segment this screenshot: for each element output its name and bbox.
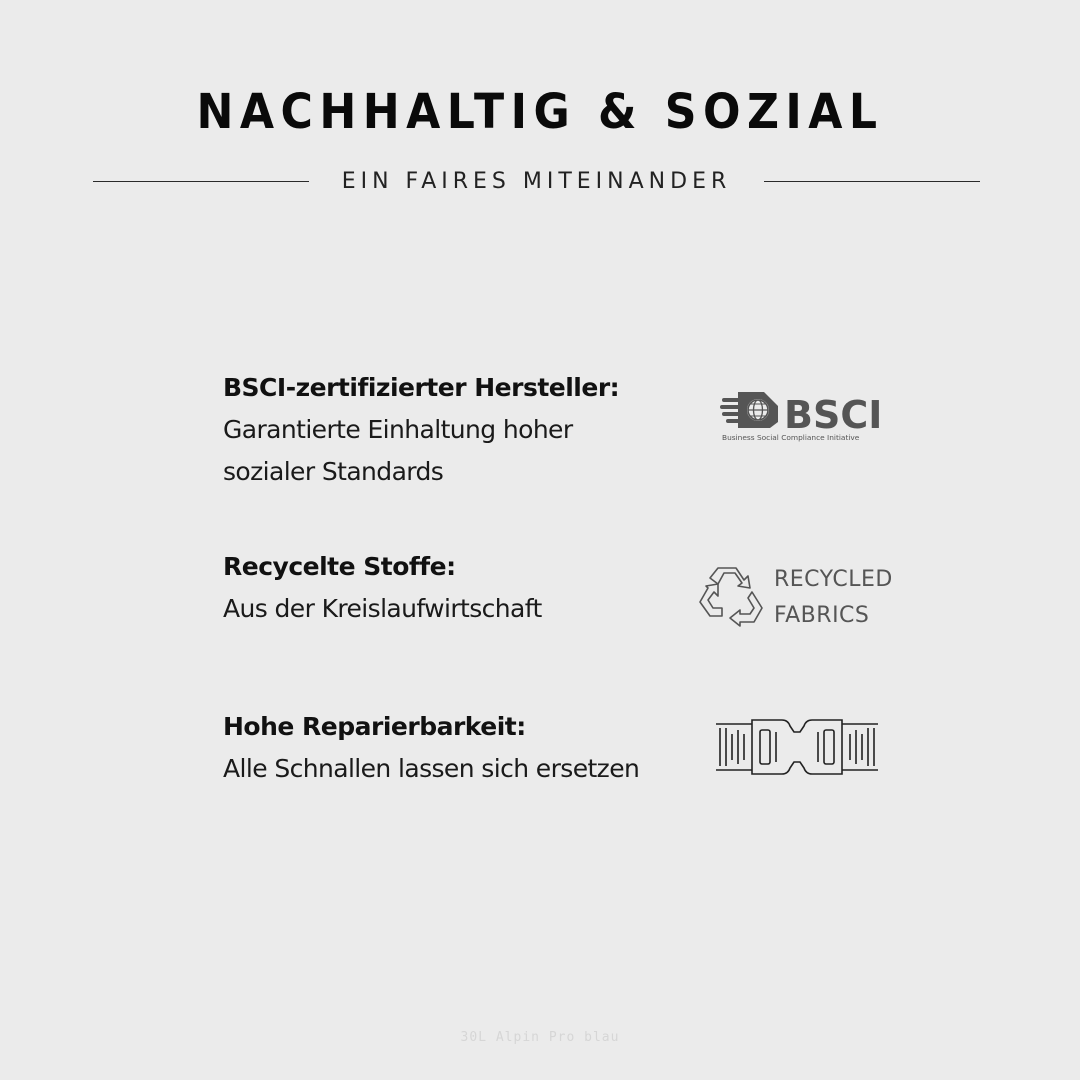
bsci-logo [720, 388, 880, 444]
recycle-icon [696, 562, 766, 632]
feature-description-line: Alle Schnallen lassen sich ersetzen [223, 754, 640, 783]
recycled-label [774, 562, 893, 634]
feature-repair [223, 706, 693, 790]
feature-heading: Hohe Reparierbarkeit: [223, 712, 526, 741]
feature-heading: BSCI-zertifizierter Hersteller: [223, 373, 620, 402]
image-caption: 30L Alpin Pro blau [460, 1030, 620, 1045]
bsci-tagline: Business Social Compliance Initiative [722, 433, 860, 442]
recycled-fabrics-badge [696, 562, 896, 632]
left-divider [93, 181, 309, 182]
subtitle-row [93, 164, 980, 198]
feature-recycled [223, 546, 693, 630]
feature-description-line: sozialer Standards [223, 457, 444, 486]
feature-description-line: Aus der Kreislaufwirtschaft [223, 594, 542, 623]
page-subtitle: EIN FAIRES MITEINANDER [341, 168, 732, 194]
buckle-icon [716, 714, 878, 780]
recycled-label-line: RECYCLED [774, 567, 893, 592]
feature-description-line: Garantierte Einhaltung hoher [223, 415, 573, 444]
feature-heading: Recycelte Stoffe: [223, 552, 456, 581]
page-title: NACHHALTIG & SOZIAL [196, 84, 884, 140]
feature-bsci [223, 367, 693, 493]
recycled-label-line: FABRICS [774, 603, 870, 628]
bsci-wordmark: BSCI [784, 393, 880, 437]
right-divider [764, 181, 980, 182]
